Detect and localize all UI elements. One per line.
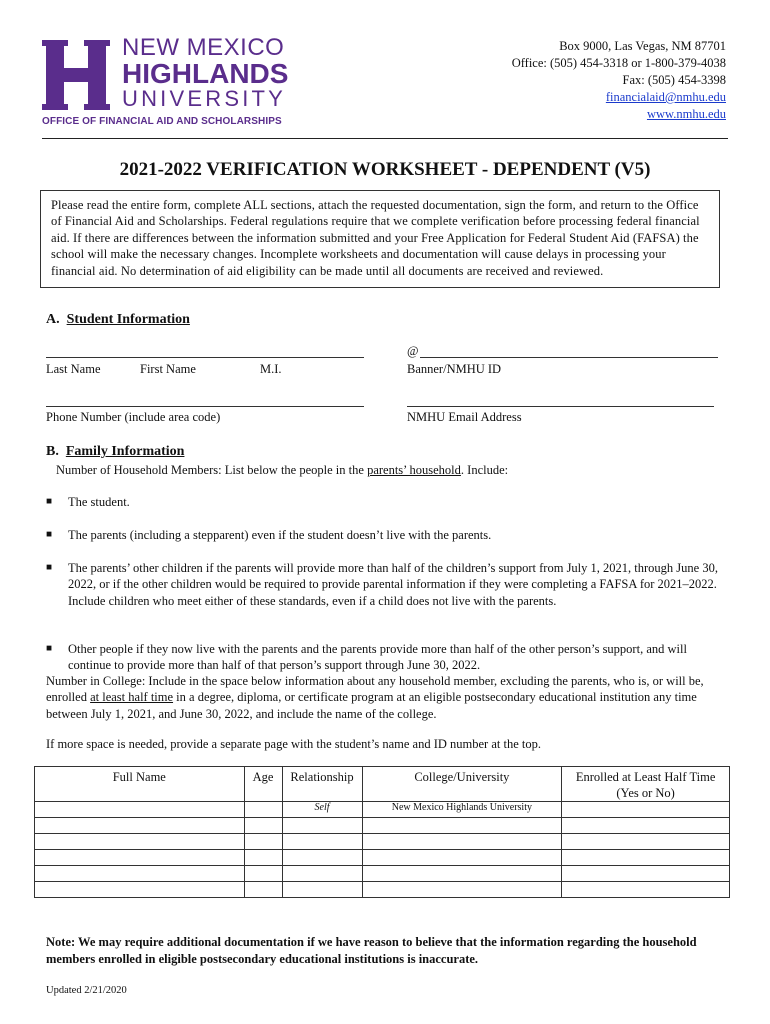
phone-input-line[interactable] (46, 406, 364, 407)
bullet-square-icon: ■ (46, 562, 53, 573)
household-intro-pre: Number of Household Members: List below the people in the (56, 463, 368, 477)
age-cell[interactable] (244, 866, 282, 882)
full-name-cell[interactable] (35, 802, 245, 818)
header-college: College/University (362, 767, 562, 802)
table-row (35, 882, 730, 898)
enrolled-cell[interactable] (562, 818, 730, 834)
number-in-college-text (46, 673, 722, 722)
age-cell[interactable] (244, 882, 282, 898)
full-name-cell[interactable] (35, 834, 245, 850)
table-row (35, 866, 730, 882)
enrolled-cell[interactable] (562, 882, 730, 898)
section-b-letter: B. (46, 444, 59, 459)
logo-text-university: UNIVERSITY (122, 86, 287, 111)
name-input-line[interactable] (46, 357, 364, 358)
section-b-heading (46, 444, 184, 460)
bullet-item: Other people if they now live with the parents and the parents provide more than half of the other person’s support, and will continue to provide more than half of that person’s support through June 30, 2022. (68, 642, 687, 673)
header-age: Age (244, 767, 282, 802)
header-relationship: Relationship (282, 767, 362, 802)
banner-id-label: Banner/NMHU ID (407, 362, 502, 376)
full-name-cell[interactable] (35, 866, 245, 882)
enrolled-cell[interactable] (562, 802, 730, 818)
table-row (35, 834, 730, 850)
bullet-item: The parents (including a stepparent) even if the student doesn’t live with the parents. (68, 528, 492, 542)
college-cell[interactable] (362, 834, 562, 850)
last-name-label: Last Name (46, 362, 101, 376)
age-cell[interactable] (244, 834, 282, 850)
intro-box: Please read the entire form, complete ALL sections, attach the requested documentation, sign the form, and return to the Office of Financial Aid and Scholarships. Federal regulations require that we complete verification before processing federal financial aid. If there are differences between the information submitted and your Free Application for Federal Student Aid (FAFSA) the school will make the necessary changes. Incomplete worksheets and documentation will cause delays in processing your financial aid. No determination of aid eligibility can be made until all documents are received and reviewed. (40, 190, 720, 288)
table-row (35, 818, 730, 834)
more-space-note: If more space is needed, provide a separate page with the student’s name and ID number at the top. (46, 737, 541, 751)
bullet-square-icon: ■ (46, 496, 53, 507)
middle-initial-label: M.I. (260, 362, 282, 376)
id-at-sign: @ (407, 344, 419, 358)
household-table (34, 766, 730, 898)
contact-block (512, 38, 726, 123)
age-cell[interactable] (244, 802, 282, 818)
logo-text-new-mexico: NEW MEXICO (122, 34, 285, 61)
relationship-cell[interactable] (282, 818, 362, 834)
enrolled-cell[interactable] (562, 850, 730, 866)
section-b-title: Family Information (65, 444, 185, 459)
banner-id-input-line[interactable] (420, 357, 718, 358)
header-full-name: Full Name (35, 767, 245, 802)
page-title: 2021-2022 VERIFICATION WORKSHEET - DEPENDENT (V5) (119, 159, 651, 180)
household-intro-underlined: parents’ household (367, 463, 461, 477)
bullet-item: The student. (68, 495, 130, 509)
contact-office-phone: Office: (505) 454-3318 or 1-800-379-4038 (511, 56, 726, 70)
table-row (35, 850, 730, 866)
household-intro-post: . Include: (460, 463, 509, 477)
bullet-square-icon: ■ (46, 643, 53, 654)
household-intro (56, 462, 508, 478)
office-name: OFFICE OF FINANCIAL AID AND SCHOLARSHIPS (42, 116, 282, 127)
bullet-item: The parents’ other children if the parents will provide more than half of the children’s support from July 1, 2021, through June 30, 2022, or if the other children would be required to provide parental information if they were completing a FAFSA for 2021–2022. Include children who meet either of these standards, even if a child does not live with the parents. (68, 561, 718, 608)
section-a-heading (46, 312, 190, 328)
college-text-pre: Number in College: Include in the space below information about any household member, excluding the parents, who is, or will be, enrolled (46, 674, 704, 705)
age-cell[interactable] (244, 818, 282, 834)
bullet-square-icon: ■ (46, 529, 53, 540)
documentation-note: Note: We may require additional documentation if we have reason to believe that the information regarding the household members enrolled in eligible postsecondary educational institutions is inaccurate. (46, 935, 697, 966)
first-name-label: First Name (140, 362, 196, 376)
table-header-row (35, 767, 730, 802)
college-cell[interactable] (362, 866, 562, 882)
enrolled-cell[interactable] (562, 834, 730, 850)
full-name-cell[interactable] (35, 818, 245, 834)
full-name-cell[interactable] (35, 882, 245, 898)
contact-fax: Fax: (505) 454-3398 (622, 73, 726, 87)
relationship-cell[interactable] (282, 850, 362, 866)
logo-text-highlands: HIGHLANDS (122, 58, 289, 89)
college-cell[interactable] (362, 882, 562, 898)
full-name-cell[interactable] (35, 850, 245, 866)
section-a-letter: A. (46, 312, 60, 327)
contact-email-link[interactable]: financialaid@nmhu.edu (605, 90, 726, 104)
college-cell[interactable] (362, 850, 562, 866)
updated-date: Updated 2/21/2020 (46, 985, 127, 996)
header-divider (42, 138, 728, 139)
college-cell[interactable] (362, 818, 562, 834)
header-enrolled: Enrolled at Least Half Time (Yes or No) (562, 767, 730, 802)
contact-address: Box 9000, Las Vegas, NM 87701 (559, 39, 726, 53)
relationship-cell[interactable] (282, 882, 362, 898)
email-label: NMHU Email Address (407, 410, 522, 424)
relationship-cell[interactable] (282, 834, 362, 850)
phone-label: Phone Number (include area code) (46, 410, 221, 424)
section-a-title: Student Information (66, 312, 190, 327)
university-logo-h-icon (42, 36, 120, 112)
college-cell: New Mexico Highlands University (362, 802, 562, 818)
age-cell[interactable] (244, 850, 282, 866)
relationship-cell[interactable] (282, 866, 362, 882)
table-row (35, 802, 730, 818)
relationship-cell: Self (282, 802, 362, 818)
enrolled-cell[interactable] (562, 866, 730, 882)
email-input-line[interactable] (407, 406, 714, 407)
contact-website-link[interactable]: www.nmhu.edu (646, 107, 726, 121)
college-text-post: in a degree, diploma, or certificate program at an eligible postsecondary educational institution any time between July 1, 2021, and June 30, 2022, and include the name of the college. (46, 690, 697, 721)
college-text-underlined: at least half time (90, 690, 174, 705)
